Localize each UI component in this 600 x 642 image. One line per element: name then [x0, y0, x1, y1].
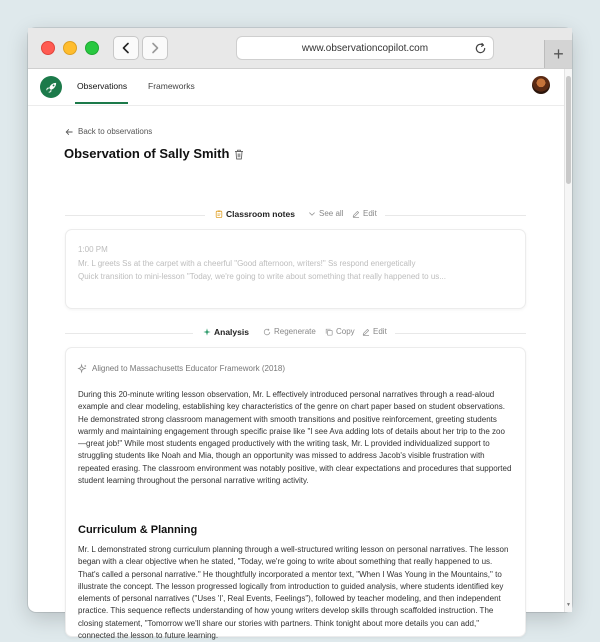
back-to-observations-link[interactable] — [65, 127, 152, 136]
close-window-button[interactable] — [41, 41, 55, 55]
scroll-down-arrow[interactable]: ▼ — [566, 602, 571, 608]
maximize-window-button[interactable] — [85, 41, 99, 55]
regenerate-label: Regenerate — [274, 327, 316, 336]
see-all-button[interactable] — [308, 209, 343, 218]
note-line: Mr. L greets Ss at the carpet with a cheerful "Good afternoon, writers!" Ss respond energetically — [78, 259, 416, 268]
address-bar[interactable] — [236, 36, 494, 60]
framework-alignment — [78, 364, 285, 373]
analysis-header — [65, 326, 526, 340]
minimize-window-button[interactable] — [63, 41, 77, 55]
divider — [65, 333, 193, 334]
classroom-notes-title — [215, 209, 295, 219]
analysis-title — [203, 327, 249, 337]
note-line: Quick transition to mini-lesson "Today, we're going to write about something that really happened to us... — [78, 272, 446, 281]
trash-icon[interactable] — [234, 149, 244, 160]
scrollbar-thumb[interactable] — [566, 76, 571, 184]
address-bar-url: www.observationcopilot.com — [301, 42, 429, 54]
sparkle-icon — [203, 328, 211, 336]
divider — [65, 215, 205, 216]
edit-notes-label: Edit — [363, 209, 377, 218]
app-header — [28, 69, 564, 106]
analysis-label: Analysis — [214, 327, 249, 337]
plus-icon: + — [553, 44, 564, 64]
classroom-notes-label: Classroom notes — [226, 209, 295, 219]
reload-icon[interactable] — [474, 42, 487, 55]
clipboard-icon — [215, 210, 223, 218]
copy-label: Copy — [336, 327, 355, 336]
copy-button[interactable] — [325, 327, 355, 336]
edit-notes-button[interactable] — [352, 209, 377, 218]
edit-analysis-button[interactable] — [362, 327, 387, 336]
edit-icon — [352, 210, 360, 218]
see-all-label: See all — [319, 209, 344, 218]
edit-icon — [362, 328, 370, 336]
chevron-left-icon — [120, 42, 132, 54]
user-avatar[interactable] — [532, 76, 550, 94]
regenerate-button[interactable] — [263, 327, 316, 336]
classroom-notes-header — [65, 208, 526, 222]
tab-frameworks[interactable]: Frameworks — [148, 81, 195, 91]
refresh-icon — [263, 328, 271, 336]
browser-window — [28, 28, 572, 641]
divider — [385, 215, 526, 216]
rocket-logo-icon[interactable] — [40, 76, 62, 98]
divider — [395, 333, 526, 334]
main-content — [28, 106, 564, 641]
active-tab-indicator — [75, 102, 128, 104]
edit-analysis-label: Edit — [373, 327, 387, 336]
note-time: 1:00 PM — [78, 245, 108, 254]
tab-observations[interactable]: Observations — [77, 81, 128, 91]
browser-back-button[interactable] — [113, 36, 139, 60]
browser-forward-button[interactable] — [142, 36, 168, 60]
framework-alignment-label: Aligned to Massachusetts Educator Framework (2018) — [92, 364, 285, 373]
analysis-summary: During this 20-minute writing lesson observation, Mr. L effectively introduced personal narratives through a read-aloud example and clear modeling, establishing key characteristics of the genre on chart paper based on student observations. He demonstrated strong classroom management with smooth transitions and positive reinforcement, greeting students warmly and maintaining engagement through specific praise like "I see Ava adding lots of details about her trip to the zoo—great job!" While most students engaged productively with the writing task, Mr. L provided individualized support to struggling students like Noah and Mia, though an opportunity was missed to address Jacob's visible frustration with repeated erasing. The classroom environment was notably positive, with clear expectations and procedures that supported student learning throughout the personal narrative writing activity. — [78, 390, 512, 486]
browser-titlebar — [28, 28, 572, 69]
analysis-card — [65, 347, 526, 641]
curriculum-heading: Curriculum & Planning — [78, 524, 198, 536]
curriculum-paragraph: Mr. L demonstrated strong curriculum planning through a well-structured writing lesson on personal narratives. The lesson began with a clear objective when he stated, "Today, we're going to write about something that really happened to us. That's called a personal narrative." He thoughtfully incorporated a mentor text, "When I Was Young in the Mountains," to illustrate the concept. The lesson progressed logically from introduction to guided analysis, where students identified key elements of personal narratives ("Uses 'I', Real Events, Feelings"), followed by teacher modeling, and then independent practice. This sequence reflects understanding of how young writers develop skills through scaffolded instruction. The closing statement, "Tomorrow we'll share our stories with partners. Think tonight about more details you can add," connected the lesson to future learning. — [78, 545, 509, 641]
sparkle-icon — [78, 364, 87, 373]
classroom-notes-card[interactable] — [65, 229, 526, 309]
chevron-down-icon — [308, 210, 316, 218]
chevron-right-icon — [149, 42, 161, 54]
copy-icon — [325, 328, 333, 336]
page-title: Observation of Sally Smith — [64, 146, 230, 161]
new-tab-button[interactable] — [544, 40, 572, 68]
back-link-label: Back to observations — [78, 127, 153, 136]
arrow-left-icon — [65, 128, 73, 136]
